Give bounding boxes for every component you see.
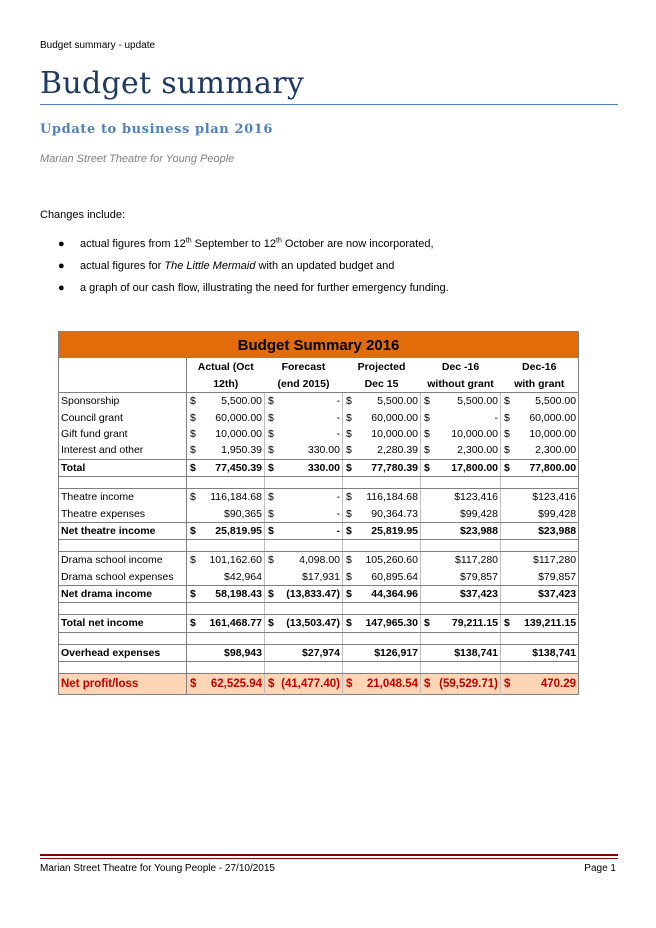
value-cell bbox=[501, 505, 579, 522]
row-label: Gift fund grant bbox=[59, 426, 187, 442]
value-cell bbox=[343, 585, 421, 602]
row-label: Council grant bbox=[59, 409, 187, 425]
value-cell bbox=[421, 393, 501, 410]
value-cell bbox=[265, 522, 343, 539]
header-cell: Projected bbox=[357, 360, 406, 373]
cell-value: 60,000.00 bbox=[371, 411, 418, 424]
header-cell: Dec -16 bbox=[441, 360, 480, 373]
cell-value: - bbox=[336, 395, 340, 408]
row-label: Net profit/loss bbox=[59, 674, 187, 695]
value-cell bbox=[421, 505, 501, 522]
cell-value: 79,211.15 bbox=[451, 617, 498, 630]
currency-symbol: $ bbox=[504, 617, 510, 630]
value-cell bbox=[187, 393, 265, 410]
value-cell bbox=[343, 569, 421, 586]
cell-value: 2,300.00 bbox=[457, 444, 498, 457]
header-cell: 12th) bbox=[187, 375, 265, 393]
value-cell bbox=[421, 585, 501, 602]
bullet-text: a graph of our cash flow, illustrating the need for further emergency funding. bbox=[80, 282, 449, 294]
currency-symbol: $ bbox=[190, 461, 196, 474]
value-cell bbox=[187, 674, 265, 695]
row-label: Total net income bbox=[59, 615, 187, 632]
cell-value: - bbox=[336, 491, 340, 504]
cell-value: $117,280 bbox=[533, 554, 577, 567]
value-cell bbox=[265, 409, 343, 425]
bullet-text: with an updated budget and bbox=[255, 260, 395, 272]
cell-value: 10,000.00 bbox=[371, 427, 418, 440]
table-row bbox=[59, 615, 579, 632]
value-cell bbox=[265, 644, 343, 661]
cell-value: $98,943 bbox=[224, 646, 262, 659]
value-cell bbox=[343, 522, 421, 539]
cell-value: 105,260.60 bbox=[365, 554, 418, 567]
currency-symbol: $ bbox=[346, 678, 353, 691]
cell-value: $126,917 bbox=[374, 646, 418, 659]
table-row bbox=[59, 488, 579, 505]
footer-divider bbox=[40, 854, 618, 856]
currency-symbol: $ bbox=[190, 491, 196, 504]
value-cell bbox=[187, 585, 265, 602]
value-cell bbox=[265, 488, 343, 505]
row-label: Drama school expenses bbox=[59, 569, 187, 586]
value-cell bbox=[265, 569, 343, 586]
currency-symbol: $ bbox=[346, 411, 352, 424]
header-cell bbox=[59, 358, 187, 375]
currency-symbol: $ bbox=[190, 524, 196, 537]
cell-value: $23,988 bbox=[538, 524, 577, 537]
header-cell bbox=[59, 375, 187, 393]
cell-value: 17,800.00 bbox=[451, 461, 498, 474]
cell-value: 60,895.64 bbox=[371, 570, 418, 583]
table-row bbox=[59, 644, 579, 661]
page-number: Page 1 bbox=[584, 863, 616, 874]
value-cell bbox=[501, 569, 579, 586]
header-cell: Actual (Oct bbox=[197, 360, 254, 373]
currency-symbol: $ bbox=[190, 444, 196, 457]
value-cell bbox=[421, 409, 501, 425]
currency-symbol: $ bbox=[346, 570, 352, 583]
cell-value: 21,048.54 bbox=[366, 678, 418, 691]
value-cell bbox=[187, 522, 265, 539]
cell-value: 2,280.39 bbox=[377, 444, 418, 457]
bullet-icon: ● bbox=[58, 282, 65, 294]
currency-symbol: $ bbox=[504, 427, 510, 440]
cell-value: - bbox=[336, 507, 340, 520]
value-cell bbox=[265, 442, 343, 459]
cell-value: $117,280 bbox=[454, 554, 498, 567]
currency-symbol: $ bbox=[346, 588, 352, 601]
currency-symbol: $ bbox=[268, 524, 274, 537]
value-cell bbox=[421, 426, 501, 442]
value-cell bbox=[265, 615, 343, 632]
value-cell bbox=[501, 442, 579, 459]
cell-value: 60,000.00 bbox=[215, 411, 262, 424]
cell-value: 116,184.68 bbox=[366, 491, 418, 504]
cell-value: $123,416 bbox=[532, 491, 577, 504]
cell-value: (59,529.71) bbox=[439, 678, 498, 691]
ordinal-suffix: th bbox=[185, 237, 192, 245]
cell-value: 77,450.39 bbox=[215, 461, 262, 474]
row-label: Net drama income bbox=[59, 585, 187, 602]
cell-value: - bbox=[336, 427, 340, 440]
production-title: The Little Mermaid bbox=[164, 260, 256, 272]
value-cell bbox=[187, 615, 265, 632]
currency-symbol: $ bbox=[346, 395, 352, 408]
currency-symbol: $ bbox=[346, 491, 352, 504]
currency-symbol: $ bbox=[268, 395, 274, 408]
bullet-text: actual figures from 12 bbox=[80, 238, 186, 250]
currency-symbol: $ bbox=[190, 678, 197, 691]
table-row bbox=[59, 505, 579, 522]
currency-symbol: $ bbox=[268, 554, 274, 567]
cell-value: $99,428 bbox=[538, 507, 577, 520]
value-cell bbox=[187, 409, 265, 425]
table-row bbox=[59, 393, 579, 410]
table-row bbox=[59, 552, 579, 569]
cell-value: 139,211.15 bbox=[524, 617, 577, 630]
value-cell bbox=[421, 644, 501, 661]
value-cell bbox=[187, 442, 265, 459]
organisation-name: Marian Street Theatre for Young People bbox=[40, 153, 235, 165]
list-item bbox=[58, 236, 449, 258]
value-cell bbox=[265, 426, 343, 442]
value-cell bbox=[501, 393, 579, 410]
header-cell: Dec 15 bbox=[343, 375, 421, 393]
table-row bbox=[59, 442, 579, 459]
changes-list bbox=[58, 236, 449, 302]
cell-value: 5,500.00 bbox=[221, 395, 262, 408]
table-row bbox=[59, 522, 579, 539]
cell-value: $79,857 bbox=[538, 570, 577, 583]
cell-value: 470.29 bbox=[540, 678, 577, 691]
page-title: Budget summary bbox=[40, 66, 305, 101]
value-cell bbox=[343, 393, 421, 410]
cell-value: 101,162.60 bbox=[209, 554, 262, 567]
cell-value: 161,468.77 bbox=[209, 617, 262, 630]
value-cell bbox=[501, 552, 579, 569]
title-divider bbox=[40, 104, 618, 105]
row-label: Theatre income bbox=[59, 488, 187, 505]
table-row bbox=[59, 426, 579, 442]
cell-value: 62,525.94 bbox=[210, 678, 262, 691]
currency-symbol: $ bbox=[424, 444, 430, 457]
cell-value: $138,741 bbox=[454, 646, 498, 659]
value-cell bbox=[421, 442, 501, 459]
cell-value: 147,965.30 bbox=[365, 617, 418, 630]
cell-value: 58,198.43 bbox=[215, 588, 262, 601]
cell-value: (13,503.47) bbox=[286, 617, 340, 630]
changes-intro: Changes include: bbox=[40, 209, 126, 221]
currency-symbol: $ bbox=[268, 491, 274, 504]
currency-symbol: $ bbox=[424, 395, 430, 408]
currency-symbol: $ bbox=[424, 617, 430, 630]
value-cell bbox=[187, 569, 265, 586]
cell-value: $79,857 bbox=[460, 570, 498, 583]
footer-text: Marian Street Theatre for Young People - 27/10/2015 bbox=[40, 863, 275, 874]
currency-symbol: $ bbox=[504, 461, 510, 474]
currency-symbol: $ bbox=[424, 461, 430, 474]
currency-symbol: $ bbox=[504, 678, 511, 691]
currency-symbol: $ bbox=[268, 617, 274, 630]
row-label: Sponsorship bbox=[59, 393, 187, 410]
currency-symbol: $ bbox=[268, 444, 274, 457]
cell-value: $138,741 bbox=[532, 646, 577, 659]
cell-value: 330.00 bbox=[307, 444, 340, 457]
cell-value: 60,000.00 bbox=[529, 411, 577, 424]
currency-symbol: $ bbox=[268, 461, 274, 474]
cell-value: 10,000.00 bbox=[215, 427, 262, 440]
cell-value: - bbox=[494, 411, 498, 424]
header-cell: Dec-16 bbox=[522, 360, 557, 373]
currency-symbol: $ bbox=[346, 554, 352, 567]
cell-value: $17,931 bbox=[302, 570, 340, 583]
value-cell bbox=[343, 644, 421, 661]
value-cell bbox=[343, 505, 421, 522]
value-cell bbox=[343, 674, 421, 695]
value-cell bbox=[265, 585, 343, 602]
currency-symbol: $ bbox=[424, 427, 430, 440]
table-caption: Budget Summary 2016 bbox=[59, 332, 579, 359]
value-cell bbox=[501, 426, 579, 442]
currency-symbol: $ bbox=[346, 507, 352, 520]
bullet-icon: ● bbox=[58, 238, 65, 250]
row-label: Total bbox=[59, 459, 187, 476]
value-cell bbox=[501, 674, 579, 695]
value-cell bbox=[343, 459, 421, 476]
row-label: Drama school income bbox=[59, 552, 187, 569]
currency-symbol: $ bbox=[190, 588, 196, 601]
currency-symbol: $ bbox=[190, 395, 196, 408]
list-item bbox=[58, 280, 449, 302]
value-cell bbox=[501, 459, 579, 476]
cell-value: $37,423 bbox=[538, 588, 577, 601]
header-cell: (end 2015) bbox=[265, 375, 343, 393]
running-header: Budget summary - update bbox=[40, 40, 156, 51]
footer-divider bbox=[40, 858, 618, 859]
currency-symbol: $ bbox=[346, 524, 352, 537]
list-item bbox=[58, 258, 449, 280]
cell-value: 1,950.39 bbox=[221, 444, 262, 457]
budget-summary-table bbox=[58, 331, 579, 695]
row-label: Overhead expenses bbox=[59, 644, 187, 661]
table-row bbox=[59, 674, 579, 695]
cell-value: $123,416 bbox=[454, 491, 498, 504]
value-cell bbox=[343, 426, 421, 442]
value-cell bbox=[265, 505, 343, 522]
cell-value: 25,819.95 bbox=[371, 524, 418, 537]
bullet-text: actual figures for bbox=[80, 260, 165, 272]
row-label: Net theatre income bbox=[59, 522, 187, 539]
cell-value: - bbox=[336, 524, 340, 537]
value-cell bbox=[187, 552, 265, 569]
currency-symbol: $ bbox=[268, 427, 274, 440]
value-cell bbox=[265, 674, 343, 695]
value-cell bbox=[343, 552, 421, 569]
cell-value: 77,800.00 bbox=[529, 461, 577, 474]
table-row bbox=[59, 569, 579, 586]
currency-symbol: $ bbox=[504, 444, 510, 457]
currency-symbol: $ bbox=[424, 411, 430, 424]
currency-symbol: $ bbox=[268, 507, 274, 520]
cell-value: 90,364.73 bbox=[371, 507, 418, 520]
value-cell bbox=[343, 409, 421, 425]
bullet-icon: ● bbox=[58, 260, 65, 272]
table-row bbox=[59, 459, 579, 476]
value-cell bbox=[501, 488, 579, 505]
currency-symbol: $ bbox=[346, 617, 352, 630]
row-label: Theatre expenses bbox=[59, 505, 187, 522]
value-cell bbox=[421, 674, 501, 695]
cell-value: 44,364.96 bbox=[371, 588, 418, 601]
cell-value: 330.00 bbox=[307, 461, 340, 474]
header-cell: with grant bbox=[501, 375, 579, 393]
currency-symbol: $ bbox=[346, 461, 352, 474]
value-cell bbox=[265, 552, 343, 569]
table-row bbox=[59, 409, 579, 425]
currency-symbol: $ bbox=[504, 411, 510, 424]
cell-value: $23,988 bbox=[460, 524, 498, 537]
currency-symbol: $ bbox=[346, 427, 352, 440]
value-cell bbox=[421, 615, 501, 632]
cell-value: 5,500.00 bbox=[377, 395, 418, 408]
value-cell bbox=[421, 459, 501, 476]
ordinal-suffix: th bbox=[276, 237, 282, 245]
header-cell: Forecast bbox=[281, 360, 326, 373]
cell-value: $37,423 bbox=[460, 588, 498, 601]
currency-symbol: $ bbox=[268, 411, 274, 424]
value-cell bbox=[343, 442, 421, 459]
table-row bbox=[59, 585, 579, 602]
value-cell bbox=[501, 615, 579, 632]
cell-value: 116,184.68 bbox=[210, 491, 262, 504]
cell-value: $99,428 bbox=[460, 507, 498, 520]
value-cell bbox=[187, 644, 265, 661]
cell-value: 10,000.00 bbox=[529, 427, 577, 440]
value-cell bbox=[187, 488, 265, 505]
value-cell bbox=[265, 459, 343, 476]
currency-symbol: $ bbox=[190, 617, 196, 630]
value-cell bbox=[501, 522, 579, 539]
value-cell bbox=[421, 522, 501, 539]
currency-symbol: $ bbox=[268, 588, 274, 601]
value-cell bbox=[501, 409, 579, 425]
page-subtitle: Update to business plan 2016 bbox=[40, 122, 274, 137]
value-cell bbox=[187, 505, 265, 522]
cell-value: 10,000.00 bbox=[451, 427, 498, 440]
value-cell bbox=[421, 569, 501, 586]
cell-value: - bbox=[336, 411, 340, 424]
value-cell bbox=[187, 426, 265, 442]
value-cell bbox=[187, 459, 265, 476]
value-cell bbox=[501, 644, 579, 661]
value-cell bbox=[421, 488, 501, 505]
cell-value: 25,819.95 bbox=[215, 524, 262, 537]
currency-symbol: $ bbox=[346, 444, 352, 457]
value-cell bbox=[343, 615, 421, 632]
cell-value: $27,974 bbox=[302, 646, 340, 659]
value-cell bbox=[343, 488, 421, 505]
cell-value: $42,964 bbox=[224, 570, 262, 583]
value-cell bbox=[421, 552, 501, 569]
cell-value: 5,500.00 bbox=[457, 395, 498, 408]
cell-value: 77,780.39 bbox=[371, 461, 418, 474]
cell-value: (41,477.40) bbox=[281, 678, 340, 691]
currency-symbol: $ bbox=[190, 411, 196, 424]
cell-value: 5,500.00 bbox=[535, 395, 577, 408]
currency-symbol: $ bbox=[190, 427, 196, 440]
bullet-text: September to 12 bbox=[191, 238, 277, 250]
currency-symbol: $ bbox=[190, 554, 196, 567]
currency-symbol: $ bbox=[504, 395, 510, 408]
cell-value: $90,365 bbox=[224, 507, 262, 520]
currency-symbol: $ bbox=[424, 678, 431, 691]
bullet-text: October are now incorporated, bbox=[281, 238, 434, 250]
header-cell: without grant bbox=[421, 375, 501, 393]
cell-value: 2,300.00 bbox=[535, 444, 577, 457]
cell-value: (13,833.47) bbox=[286, 588, 340, 601]
currency-symbol: $ bbox=[268, 678, 275, 691]
cell-value: 4,098.00 bbox=[299, 554, 340, 567]
value-cell bbox=[501, 585, 579, 602]
value-cell bbox=[265, 393, 343, 410]
row-label: Interest and other bbox=[59, 442, 187, 459]
